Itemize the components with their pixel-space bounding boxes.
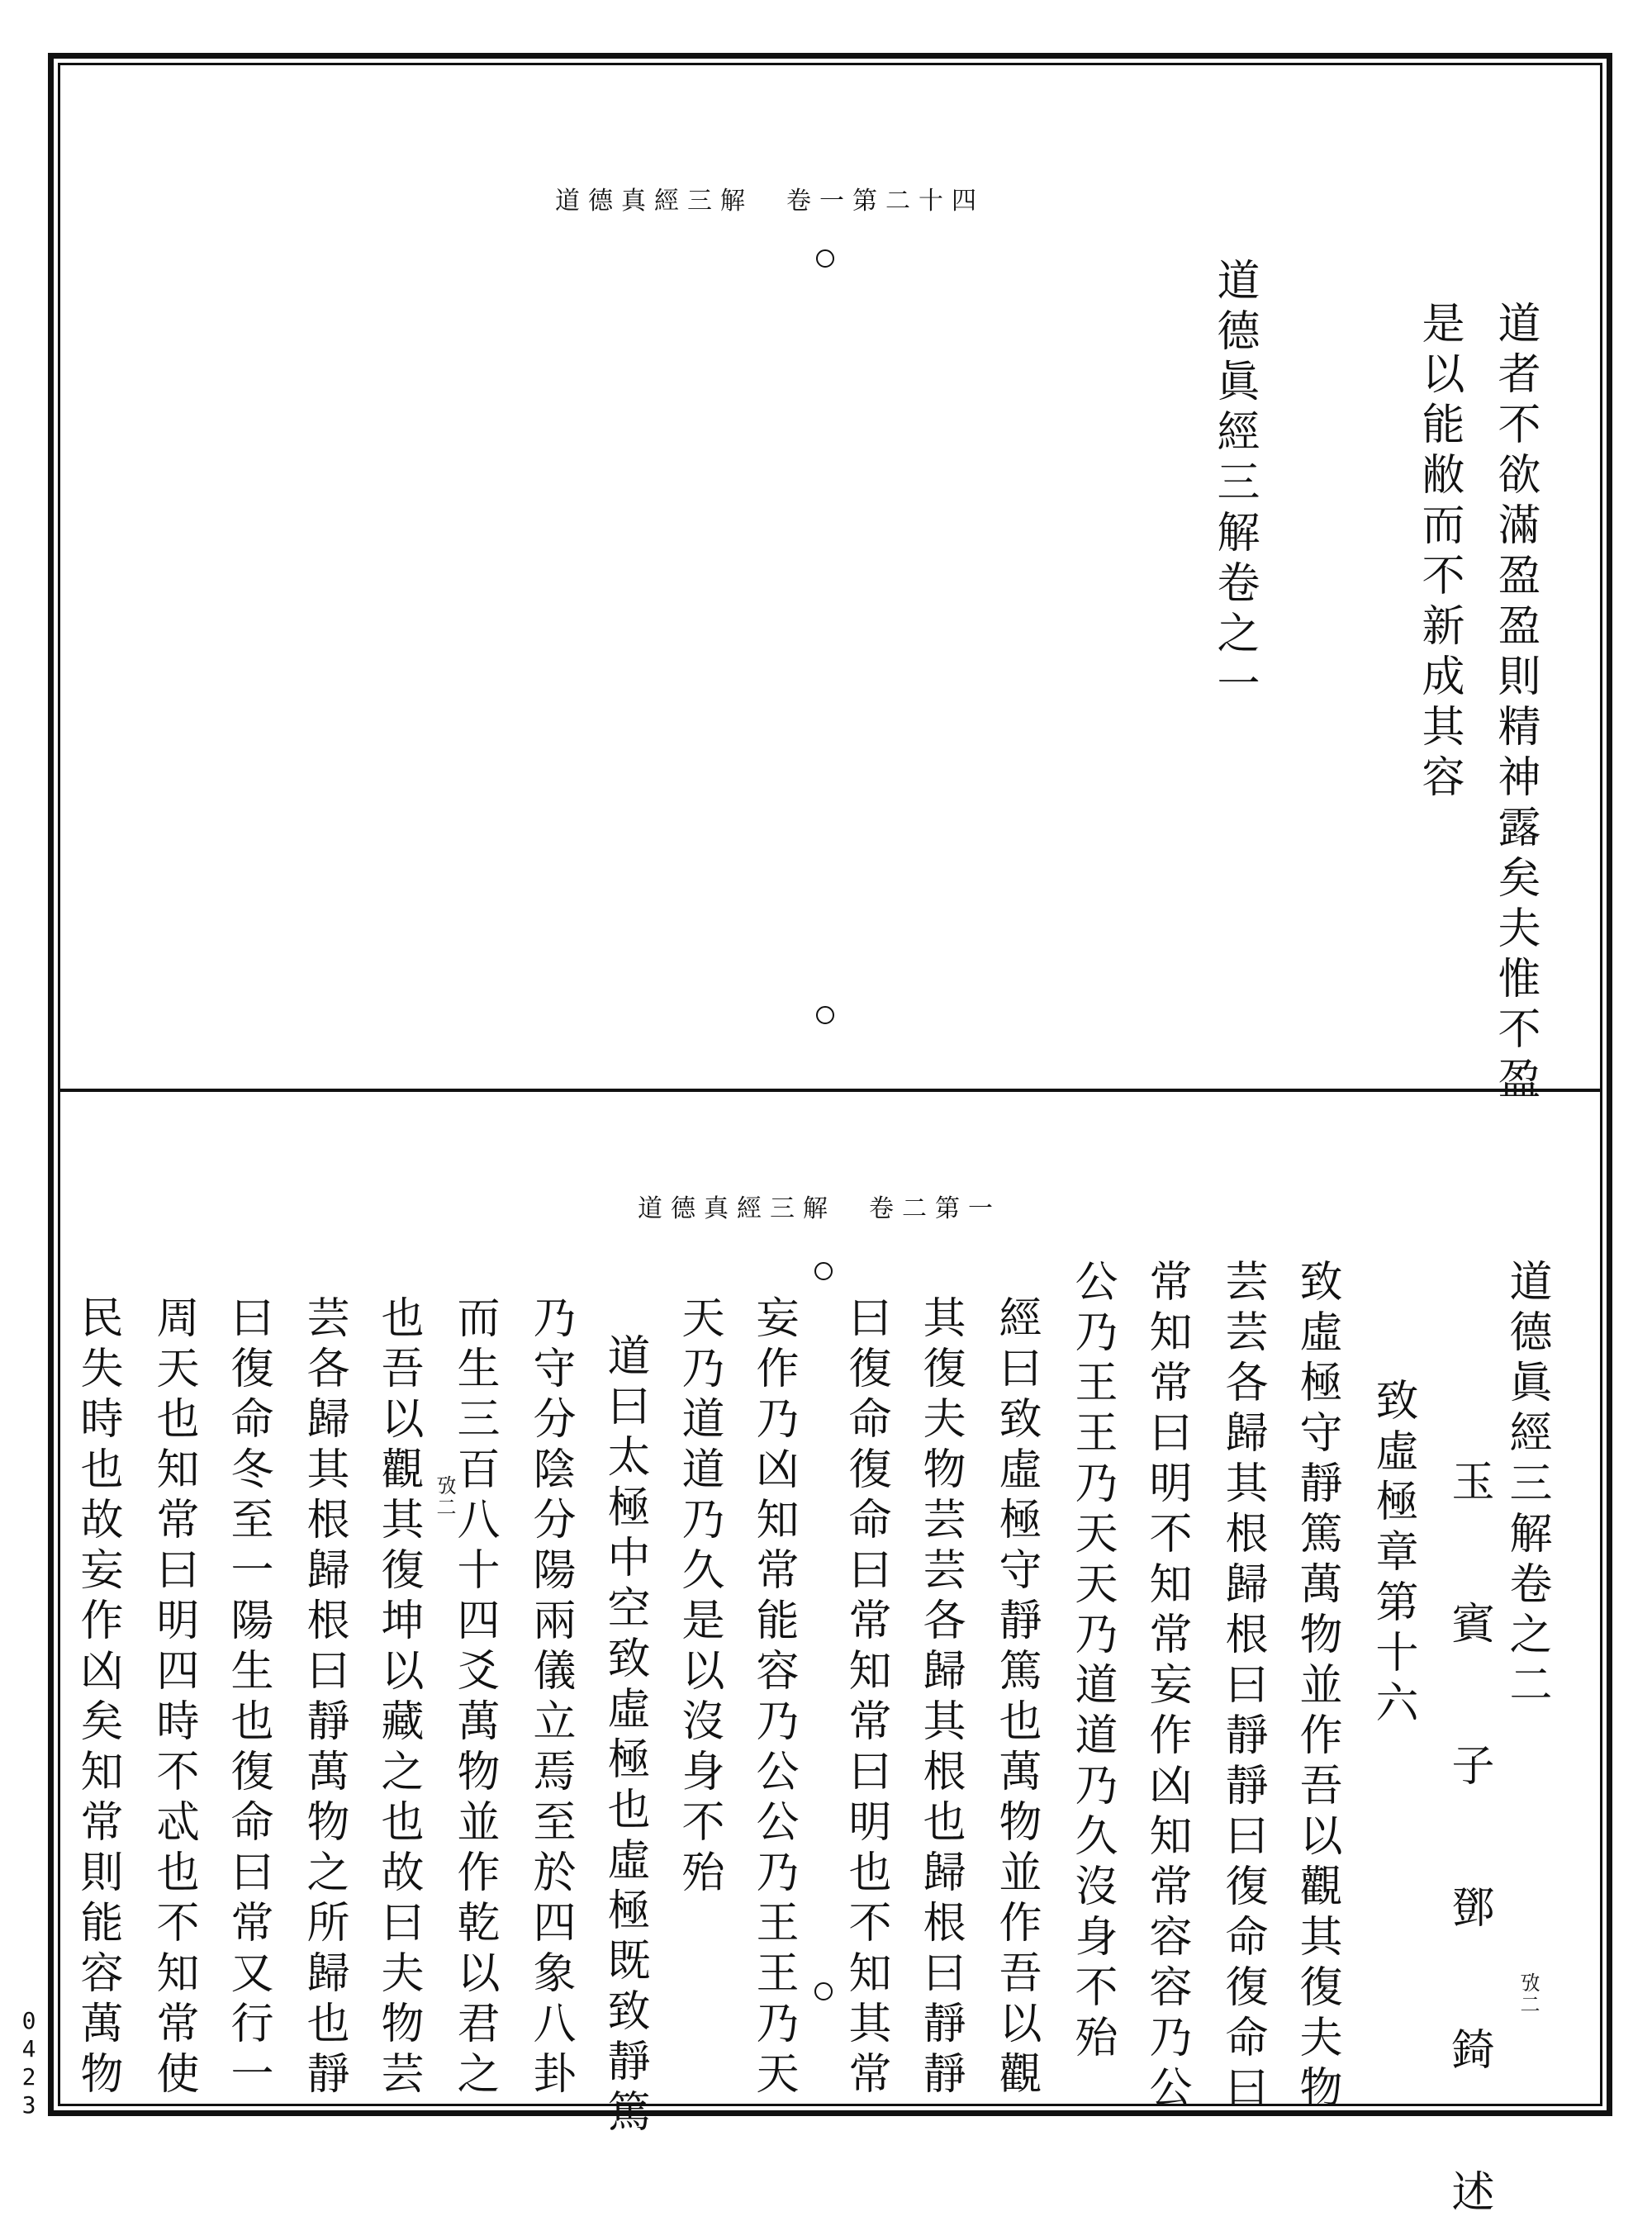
text-column-16: 也吾以觀其復坤以藏之也故曰夫物芸 (373, 1295, 423, 2101)
text-column-12: 天乃道道乃久是以沒身不殆 (674, 1295, 724, 1900)
text-column-05: 芸芸各歸其根歸根曰靜靜曰復命復命曰 (1218, 1259, 1267, 2115)
page-number-digit: 2 (21, 2063, 36, 2091)
text-column-11: 妄作乃凶知常能容乃公公乃王王乃天 (748, 1295, 798, 2101)
page-number-digit: 3 (21, 2091, 36, 2119)
text-column-14: 乃守分陰分陽兩儀立焉至於四象八卦 (525, 1295, 575, 2101)
text-column-17: 芸各歸其根歸根曰靜萬物之所歸也靜 (299, 1295, 349, 2101)
text-column-09: 其復夫物芸芸各歸其根也歸根曰靜靜 (915, 1295, 965, 2101)
lower-page-header: 道德真經三解 卷二第一 (638, 1194, 1001, 1223)
text-column-15: 而生三百八十四爻萬物並作乾以君之 (449, 1295, 499, 2101)
author-line: 玉 賓 子 鄧 錡 述 (1444, 1459, 1493, 2240)
inline-note: 攷二 (433, 1475, 456, 1518)
text-column-19: 周天也知常曰明四時不忒也不知常使 (149, 1295, 198, 2101)
margin-note: 攷二 (1517, 1972, 1540, 2015)
lower-volume-title: 道德眞經三解卷之二 (1502, 1259, 1551, 1712)
text-column-04: 致虛極守靜篤萬物並作吾以觀其復夫物 (1292, 1259, 1341, 2115)
text-column-07: 公乃王王乃天天乃道道乃久沒身不殆 (1067, 1259, 1117, 2065)
text-column-13: 道曰太極中空致虛極也虛極既致靜篤 (600, 1333, 649, 2139)
upper-text-column-1: 道者不欲滿盈盈則精神露矣夫惟不盈 (1490, 301, 1540, 1107)
text-column-10: 曰復命復命曰常知常曰明也不知其常 (841, 1295, 890, 2101)
upper-page-header: 道德真經三解 卷一第二十四 (555, 187, 985, 216)
text-column-18: 曰復命冬至一陽生也復命曰常又行一 (223, 1295, 273, 2101)
text-column-06: 常知常曰明不知常妄作凶知常容容乃公 (1142, 1259, 1191, 2115)
binding-hole-icon (814, 1982, 833, 2000)
text-column-20: 民失時也故妄作凶矣知常則能容萬物 (73, 1295, 122, 2101)
text-column-08: 經曰致虛極守靜篤也萬物並作吾以觀 (991, 1295, 1041, 2101)
page-divider (58, 1089, 1602, 1092)
upper-text-column-2: 是以能敝而不新成其容 (1414, 301, 1464, 804)
binding-hole-icon (816, 249, 834, 268)
binding-hole-icon (816, 1006, 834, 1024)
inner-border (58, 63, 1602, 2106)
chapter-title: 致虛極章第十六 (1368, 1378, 1417, 1730)
binding-hole-icon (814, 1262, 833, 1280)
page-number-digit: 0 (21, 2007, 36, 2034)
page-number (17, 2007, 41, 2119)
upper-volume-end-title: 道德眞經三解卷之一 (1209, 258, 1259, 711)
page-number-digit: 4 (21, 2035, 36, 2062)
